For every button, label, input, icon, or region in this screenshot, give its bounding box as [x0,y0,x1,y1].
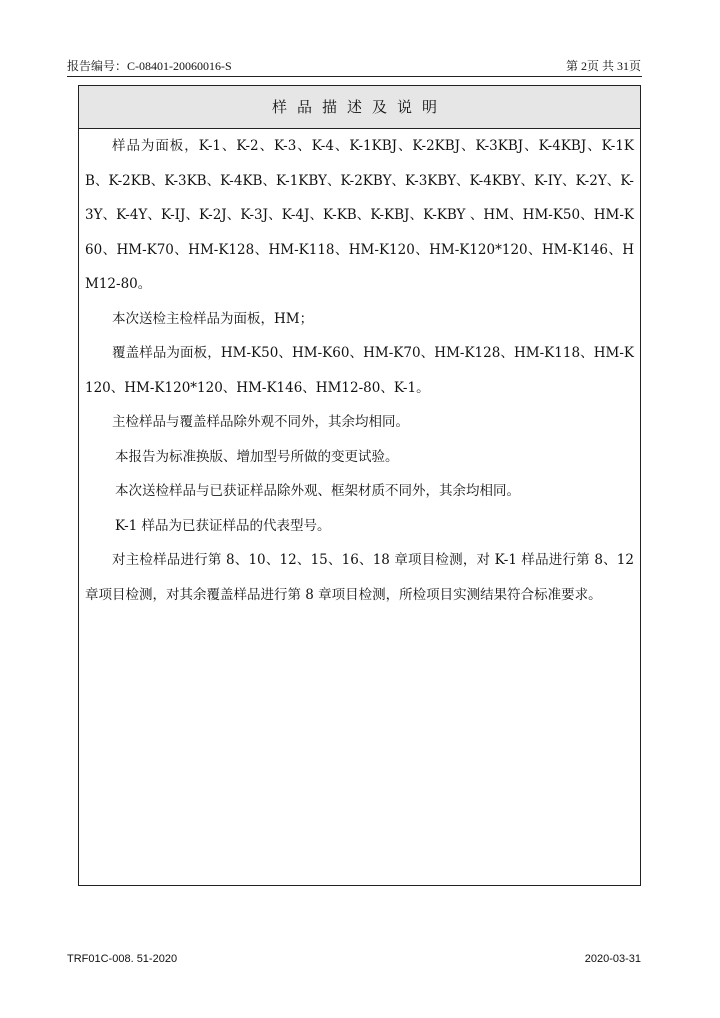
header-divider [67,76,642,77]
paragraph-covered-samples: 覆盖样品为面板，HM-K50、HM-K60、HM-K70、HM-K128、HM-K118、HM-K120、HM-K120*120、HM-K146、HM12-80、K-1。 [85,345,634,396]
paragraph-test-items: 对主检样品进行第 8、10、12、15、16、18 章项目检测，对 K-1 样品进行第 8、12 章项目检测，对其余覆盖样品进行第 8 章项目检测，所检项目实测结果符合标准要求。 [85,552,634,603]
paragraph-representative-model: K-1 样品为已获证样品的代表型号。 [115,517,331,534]
content-frame [78,85,641,886]
page-number: 第 2页 共 31页 [565,59,641,73]
paragraph-difference: 主检样品与覆盖样品除外观不同外，其余均相同。 [112,414,409,430]
form-number: TRF01C-008. 51-2020 [67,953,178,965]
section-title: 样品描述及说明 [79,86,640,129]
description-body [79,129,640,612]
paragraph-certified-difference: 本次送检样品与已获证样品除外观、框架材质不同外，其余均相同。 [115,483,520,499]
paragraph-sample-models: 样品为面板，K-1、K-2、K-3、K-4、K-1KBJ、K-2KBJ、K-3KBJ、K-4KBJ、K-1KB、K-2KB、K-3KB、K-4KB、K-1KBY、K-2KBY、K-3KBY、K-4KBY、K-IY、K-2Y、K-3Y、K-4Y、K-IJ、K-2J、K-3J、K-4J、K-KB、K-KBJ、K-KBY 、HM、HM-K50、HM-K60、HM-K70、HM-K128、HM-K118、HM-K120、HM-K120*120、HM-K146、HM12-80。 [85,138,634,292]
report-number: 报告编号：C-08401-20060016-S [67,59,232,73]
paragraph-main-sample: 本次送检主检样品为面板，HM； [112,310,314,327]
paragraph-report-purpose: 本报告为标准换版、增加型号所做的变更试验。 [115,448,399,465]
footer-date: 2020-03-31 [584,953,641,965]
